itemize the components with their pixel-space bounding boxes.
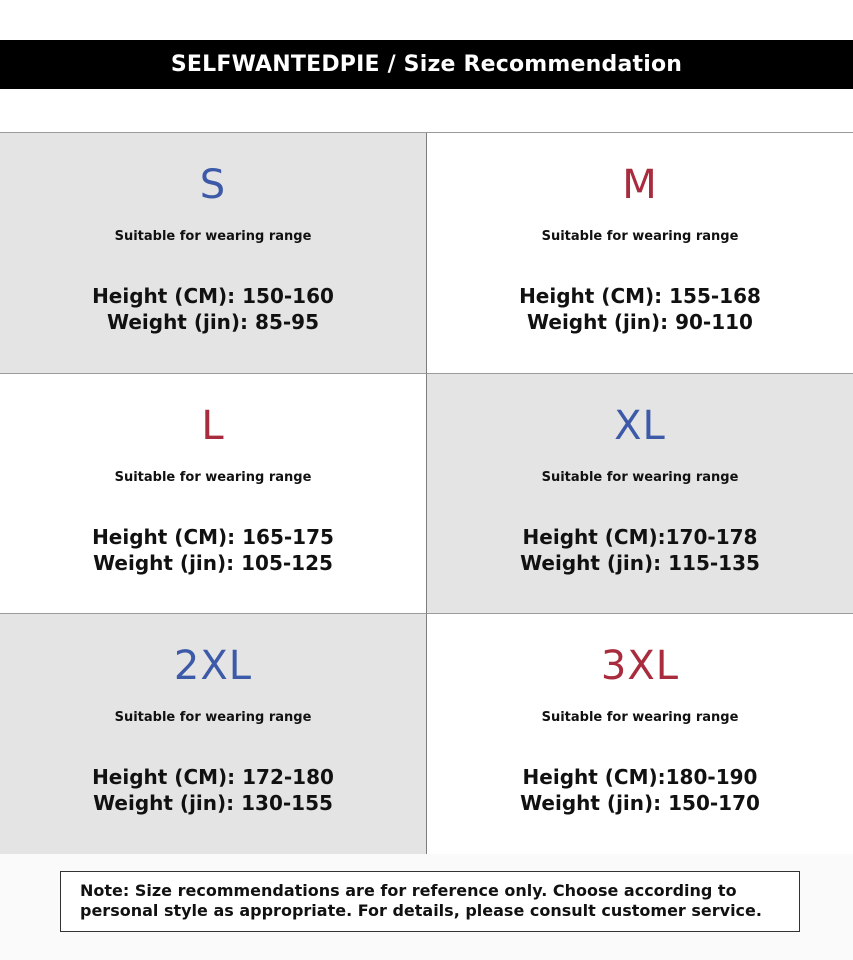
size-card-s <box>0 133 426 374</box>
size-card-l <box>0 374 426 614</box>
range-label: Suitable for wearing range <box>541 229 739 244</box>
weight-range: Weight (jin): 105-125 <box>93 551 333 575</box>
height-range: Height (CM): 155-168 <box>519 284 761 308</box>
size-label: 2XL <box>173 643 253 689</box>
height-range: Height (CM):170-178 <box>522 525 758 549</box>
weight-range: Weight (jin): 150-170 <box>520 791 760 815</box>
size-label: S <box>199 162 227 208</box>
size-label: L <box>201 403 225 449</box>
range-label: Suitable for wearing range <box>114 470 312 485</box>
page-title: SELFWANTEDPIE / Size Recommendation <box>170 52 683 77</box>
weight-range: Weight (jin): 130-155 <box>93 791 333 815</box>
height-range: Height (CM): 165-175 <box>92 525 334 549</box>
height-range: Height (CM): 150-160 <box>92 284 334 308</box>
weight-range: Weight (jin): 90-110 <box>527 310 753 334</box>
size-grid <box>0 132 853 854</box>
height-range: Height (CM):180-190 <box>522 765 758 789</box>
size-card-m <box>426 133 853 374</box>
range-label: Suitable for wearing range <box>541 470 739 485</box>
size-card-3xl <box>426 614 853 854</box>
range-label: Suitable for wearing range <box>114 229 312 244</box>
size-label: M <box>622 162 658 208</box>
size-label: 3XL <box>600 643 680 689</box>
measurements <box>0 283 426 335</box>
measurements <box>0 524 426 576</box>
page-title-bar <box>0 40 853 89</box>
size-label: XL <box>614 403 666 449</box>
range-label: Suitable for wearing range <box>114 710 312 725</box>
measurements <box>0 764 426 816</box>
measurements <box>427 764 853 816</box>
weight-range: Weight (jin): 85-95 <box>106 310 319 334</box>
range-label: Suitable for wearing range <box>541 710 739 725</box>
note-box <box>60 871 800 932</box>
note-text: Note: Size recommendations are for reference only. Choose according to personal style as appropriate. For details, please consult customer service. <box>80 881 762 920</box>
height-range: Height (CM): 172-180 <box>92 765 334 789</box>
size-card-2xl <box>0 614 426 854</box>
weight-range: Weight (jin): 115-135 <box>520 551 760 575</box>
measurements <box>427 524 853 576</box>
size-card-xl <box>426 374 853 614</box>
measurements <box>427 283 853 335</box>
